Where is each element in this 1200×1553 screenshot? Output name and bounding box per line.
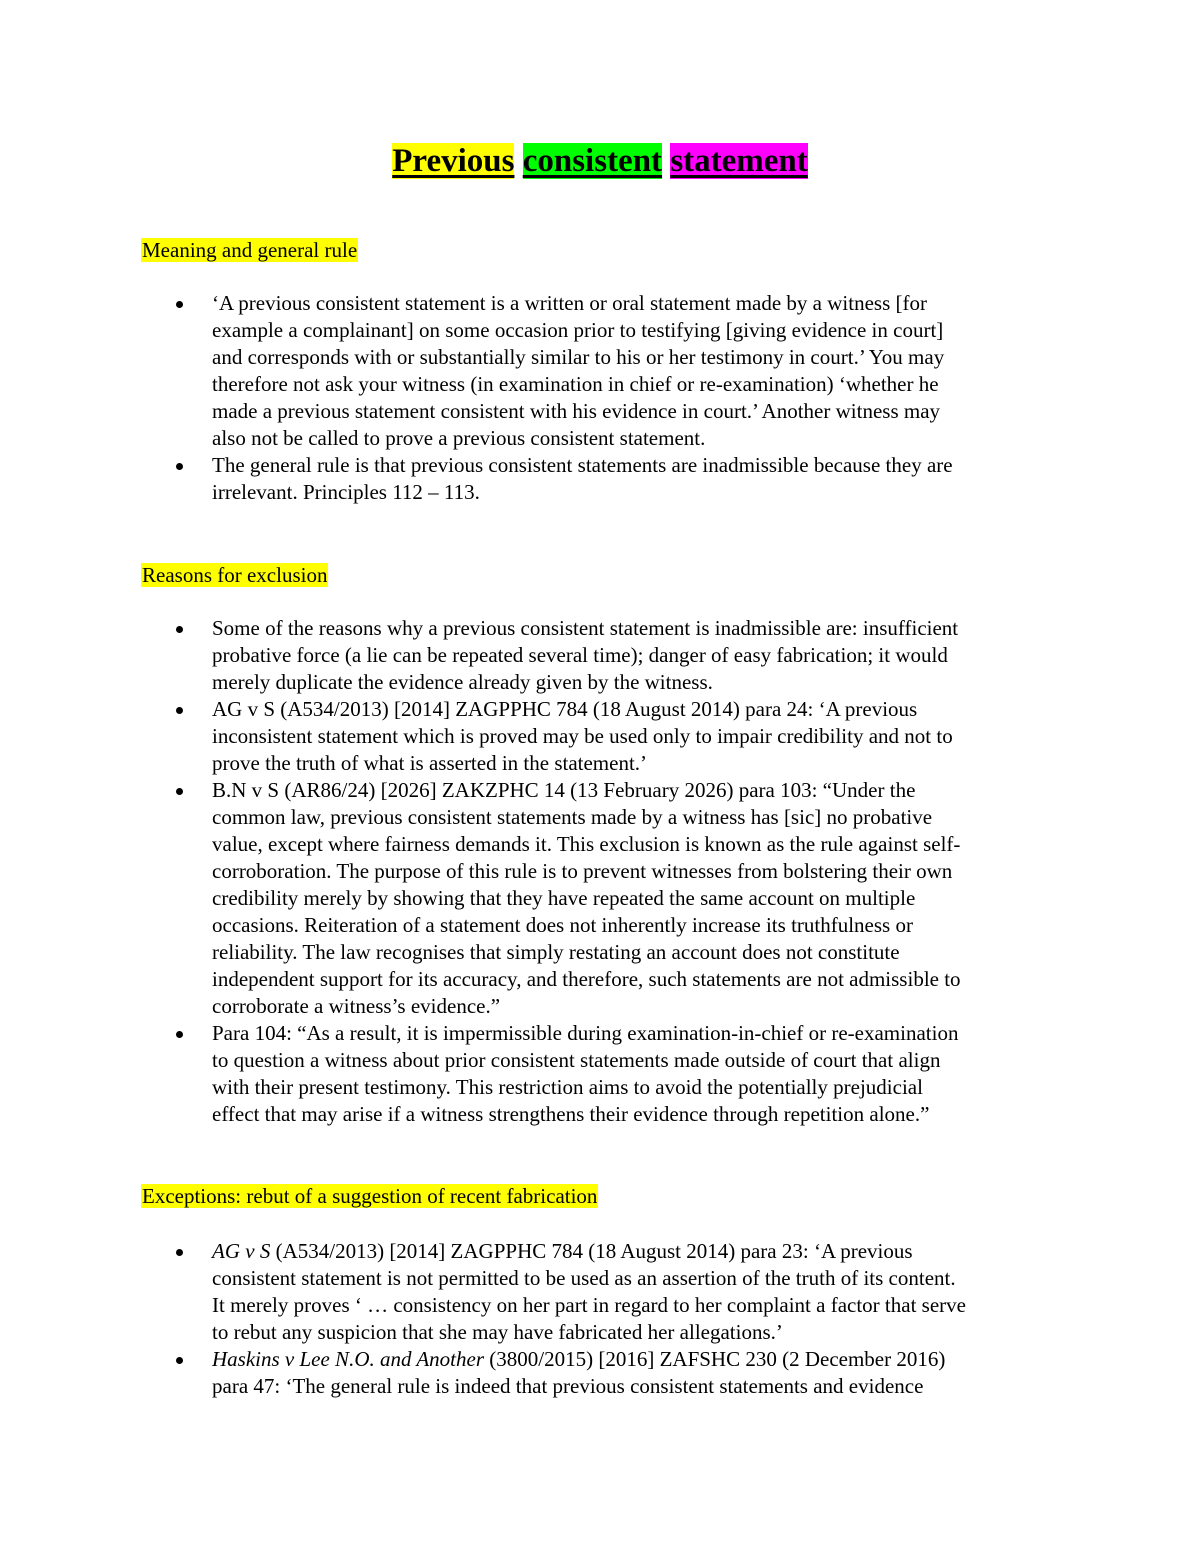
bullet-icon	[176, 788, 183, 795]
bullet-icon	[176, 301, 183, 308]
bullet-icon	[176, 626, 183, 633]
list-item: B.N v S (AR86/24) [2026] ZAKZPHC 14 (13 February 2026) para 103: “Under the common law, previous consistent statements made by a witness has [sic] no probative value, except where fairness demands it. This exclusion is known as the rule against self- corroboration. The purpose of this rule is to prevent witnesses from bolstering their own credibility merely by showing that they have repeated the same account on multiple occasions. Reiteration of a statement does not inherently increase its truthfulness or reliability. The law recognises that simply restating an account does not constitute independent support for its accuracy, and therefore, such statements are not admissible to corroborate a witness’s evidence.”	[0, 777, 1200, 1020]
list-item: The general rule is that previous consistent statements are inadmissible because they are irrelevant. Principles 112 – 113.	[0, 452, 1200, 506]
document-title	[0, 138, 1200, 184]
list-item: Haskins v Lee N.O. and Another (3800/2015) [2016] ZAFSHC 230 (2 December 2016) para 47: ‘The general rule is indeed that previous consistent statements and evidence	[0, 1346, 1200, 1400]
list-item: ‘A previous consistent statement is a written or oral statement made by a witness [for example a complainant] on some occasion prior to testifying [giving evidence in court] and corresponds with or substantially similar to his or her testimony in court.’ You may therefore not ask your witness (in examination in chief or re-examination) ‘whether he made a previous statement consistent with his evidence in court.’ Another witness may also not be called to prove a previous consistent statement.	[0, 290, 1200, 452]
title-word-statement: statement	[670, 143, 808, 179]
section-list-exceptions	[0, 1238, 1200, 1400]
title-word-previous: Previous	[392, 143, 515, 179]
bullet-icon	[176, 1357, 183, 1364]
section-list-reasons	[0, 615, 1200, 1128]
bullet-icon	[176, 707, 183, 714]
case-name: AG v S	[212, 1239, 271, 1263]
list-item: Para 104: “As a result, it is impermissible during examination-in-chief or re-examination to question a witness about prior consistent statements made outside of court that align with their present testimony. This restriction aims to avoid the potentially prejudicial effect that may arise if a witness strengthens their evidence through repetition alone.”	[0, 1020, 1200, 1128]
list-item: AG v S (A534/2013) [2014] ZAGPPHC 784 (18 August 2014) para 23: ‘A previous consistent statement is not permitted to be used as an assertion of the truth of its content. It merely proves ‘ … consistency on her part in regard to her complaint a factor that serve to rebut any suspicion that she may have fabricated her allegations.’	[0, 1238, 1200, 1346]
bullet-icon	[176, 1031, 183, 1038]
section-heading-reasons: Reasons for exclusion	[142, 563, 328, 587]
list-item: AG v S (A534/2013) [2014] ZAGPPHC 784 (18 August 2014) para 24: ‘A previous inconsistent statement which is proved may be used only to impair credibility and not to prove the truth of what is asserted in the statement.’	[0, 696, 1200, 777]
section-heading-meaning: Meaning and general rule	[142, 238, 358, 262]
title-word-consistent: consistent	[522, 143, 663, 179]
section-heading-exceptions: Exceptions: rebut of a suggestion of recent fabrication	[142, 1184, 598, 1208]
section-list-meaning	[0, 290, 1200, 506]
bullet-icon	[176, 463, 183, 470]
list-item: Some of the reasons why a previous consistent statement is inadmissible are: insufficient probative force (a lie can be repeated several time); danger of easy fabrication; it would merely duplicate the evidence already given by the witness.	[0, 615, 1200, 696]
bullet-icon	[176, 1249, 183, 1256]
case-name: Haskins v Lee N.O. and Another	[212, 1347, 485, 1371]
